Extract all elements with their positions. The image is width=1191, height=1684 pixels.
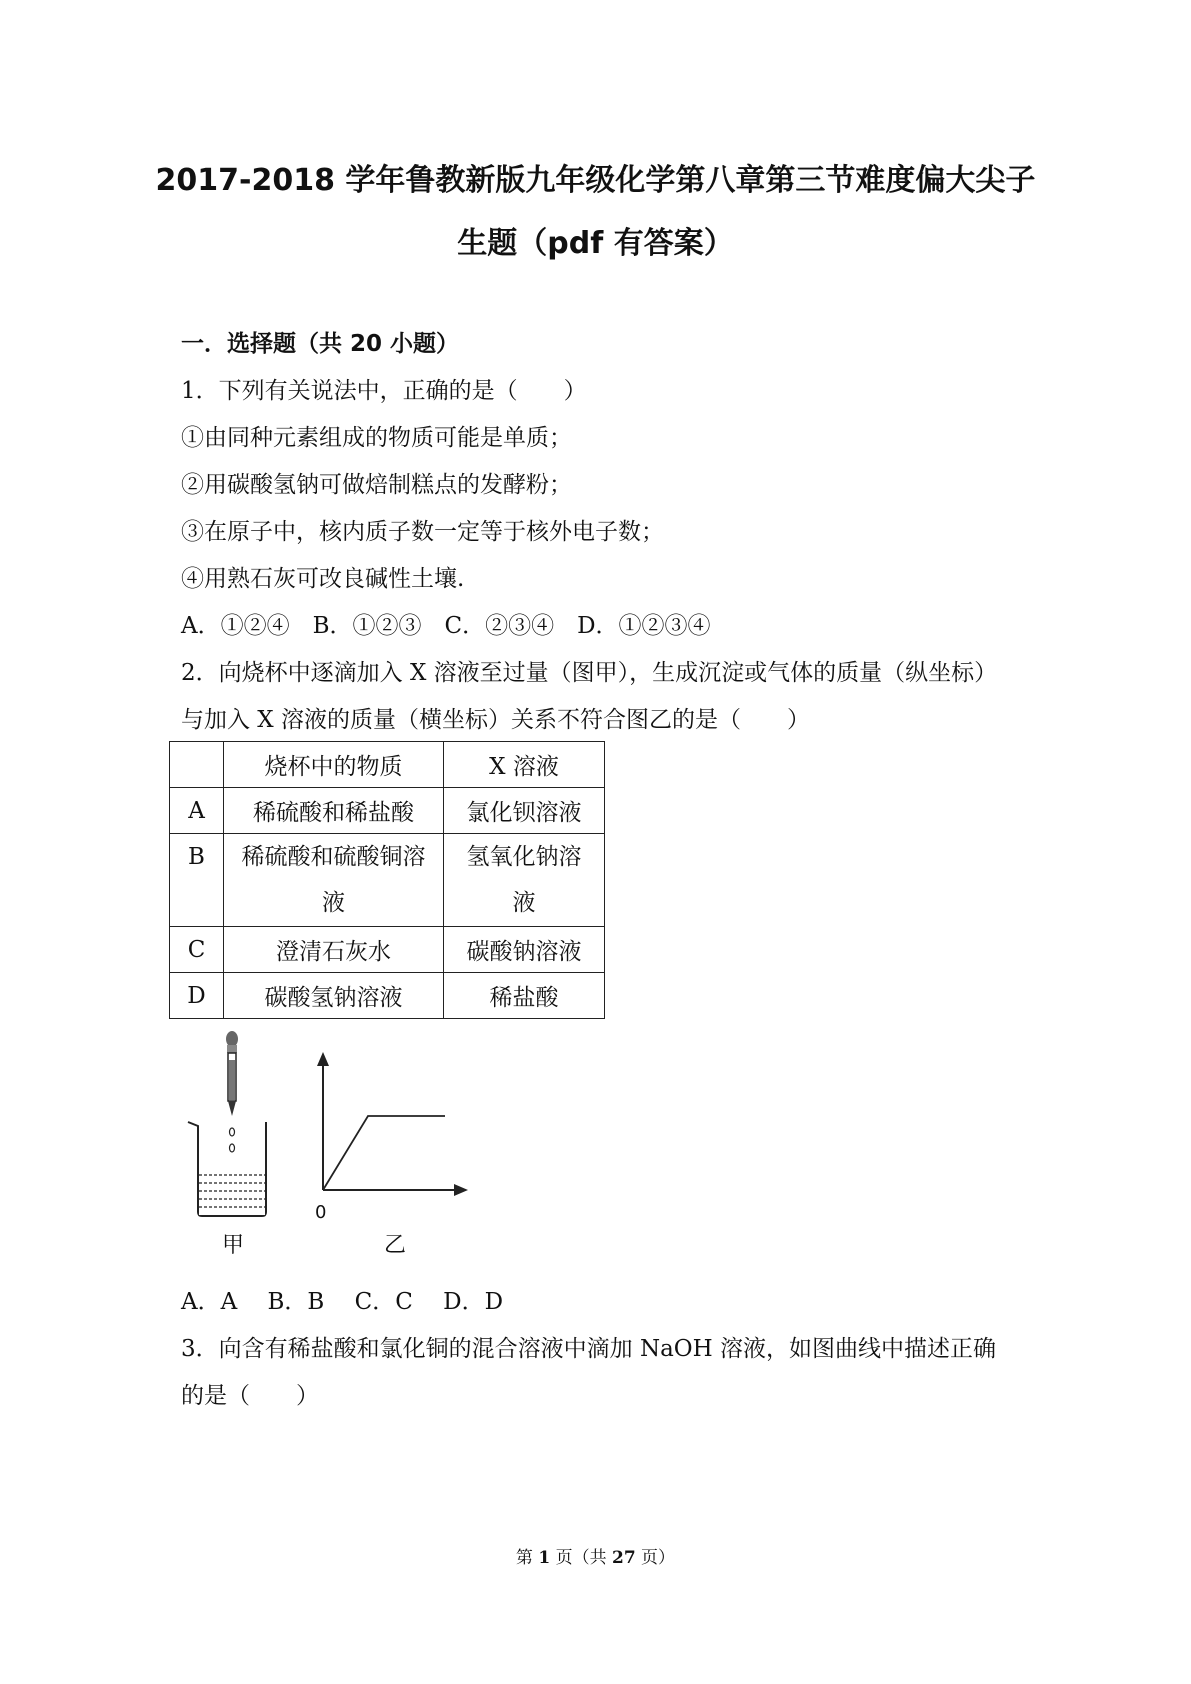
- beaker-substance: 碳酸氢钠溶液: [224, 973, 444, 1019]
- figure-label-yi: 乙: [384, 1233, 407, 1258]
- table-header-cell: 烧杯中的物质: [224, 742, 444, 788]
- row-label: B: [170, 834, 224, 927]
- q3-stem-line1: 3．向含有稀盐酸和氯化铜的混合溶液中滴加 NaOH 溶液，如图曲线中描述正确: [181, 1336, 997, 1362]
- table-row: [170, 788, 605, 834]
- q2-figure-drawing: [180, 1030, 480, 1230]
- drop-icon: [230, 1144, 235, 1152]
- beaker-icon: [188, 1122, 266, 1216]
- figure-label-jia: 甲: [222, 1233, 245, 1258]
- q1-item-4: ④用熟石灰可改良碱性土壤.: [181, 566, 465, 592]
- q1-stem: 1．下列有关说法中，正确的是（ ）: [181, 378, 587, 404]
- graph-icon: [317, 1052, 468, 1196]
- y-axis-arrow-icon: [317, 1052, 329, 1066]
- q3-stem-line2: 的是（ ）: [181, 1383, 319, 1409]
- x-solution: 碳酸钠溶液: [444, 927, 605, 973]
- x-solution: 稀盐酸: [444, 973, 605, 1019]
- q2-table: [169, 741, 605, 1019]
- q2-stem-line1: 2．向烧杯中逐滴加入 X 溶液至过量（图甲），生成沉淀或气体的质量（纵坐标）: [181, 660, 998, 686]
- dropper-icon: [226, 1031, 238, 1116]
- footer-total-pages: 27: [611, 1548, 636, 1568]
- beaker-substance: 澄清石灰水: [224, 927, 444, 973]
- table-row: [170, 834, 605, 927]
- row-label: C: [170, 927, 224, 973]
- table-row: [170, 973, 605, 1019]
- beaker-substance-line2: 液: [322, 890, 345, 916]
- q1-item-2: ②用碳酸氢钠可做焙制糕点的发酵粉；: [181, 472, 572, 498]
- q1-options: A．①②④ B．①②③ C．②③④ D．①②③④: [181, 613, 711, 639]
- x-solution-line2: 液: [512, 890, 536, 916]
- graph-curve: [323, 1116, 445, 1190]
- beaker-substance: [224, 834, 444, 927]
- q1-item-3: ③在原子中，核内质子数一定等于核外电子数；: [181, 519, 664, 545]
- x-axis-arrow-icon: [454, 1184, 468, 1196]
- page-footer: [0, 1543, 1191, 1568]
- table-header-cell: X 溶液: [444, 742, 605, 788]
- footer-prefix: 第: [515, 1548, 539, 1568]
- footer-page-number: 1: [538, 1548, 551, 1568]
- footer-middle: 页（共: [550, 1548, 612, 1568]
- beaker-substance: 稀硫酸和稀盐酸: [224, 788, 444, 834]
- section-heading: 一．选择题（共 20 小题）: [181, 331, 460, 357]
- document-title-line1: 2017-2018 学年鲁教新版九年级化学第八章第三节难度偏大尖子: [155, 163, 1036, 198]
- x-solution: 氯化钡溶液: [444, 788, 605, 834]
- footer-suffix: 页）: [635, 1548, 676, 1568]
- table-row: [170, 927, 605, 973]
- row-label: A: [170, 788, 224, 834]
- q2-figure: [180, 1030, 480, 1258]
- table-header-row: [170, 742, 605, 788]
- beaker-substance-line1: 稀硫酸和硫酸铜溶: [241, 844, 426, 870]
- q1-item-1: ①由同种元素组成的物质可能是单质；: [181, 425, 572, 451]
- drop-icon: [230, 1128, 235, 1136]
- document-title-line2: 生题（pdf 有答案）: [457, 226, 734, 261]
- q2-options: A．A B．B C．C D．D: [181, 1289, 504, 1315]
- x-solution: [444, 834, 605, 927]
- x-solution-line1: 氢氧化钠溶: [466, 844, 582, 870]
- graph-origin-label: 0: [315, 1202, 327, 1223]
- row-label: D: [170, 973, 224, 1019]
- q2-stem-line2: 与加入 X 溶液的质量（横坐标）关系不符合图乙的是（ ）: [181, 707, 810, 733]
- table-header-cell: [170, 742, 224, 788]
